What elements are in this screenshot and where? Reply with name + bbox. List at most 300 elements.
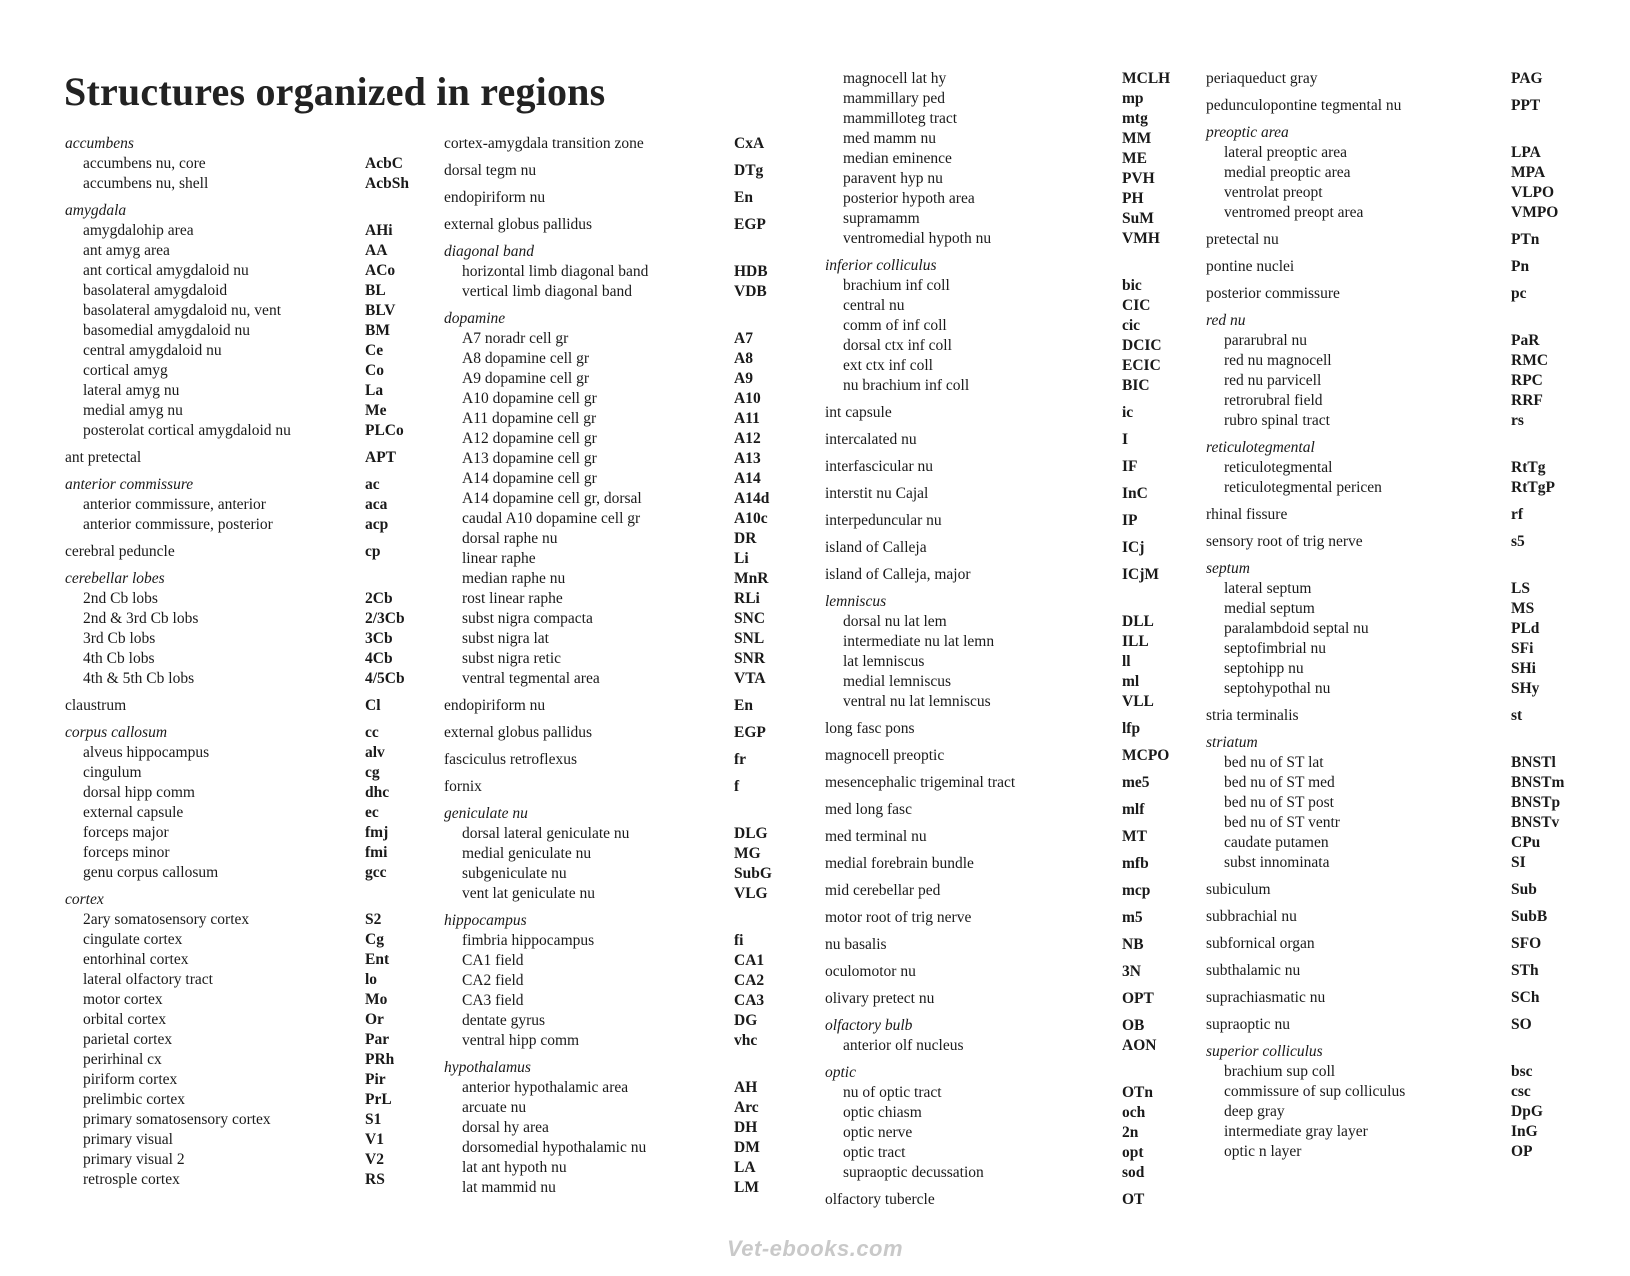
structure-name: bed nu of ST lat <box>1224 754 1324 771</box>
region-group <box>825 69 1180 249</box>
region-heading-label: olfactory bulb <box>825 1017 913 1034</box>
structure-entry <box>65 154 415 174</box>
region-item <box>444 188 784 208</box>
region-item <box>1206 532 1569 552</box>
region-entry <box>1206 706 1569 726</box>
structure-abbreviation: InG <box>1511 1123 1538 1140</box>
structure-abbreviation: PaR <box>1511 332 1540 349</box>
structure-entry <box>65 743 415 763</box>
structure-name: bed nu of ST med <box>1224 774 1335 791</box>
structure-abbreviation: rf <box>1511 506 1524 523</box>
structure-entry <box>65 970 415 990</box>
structure-entry <box>65 301 415 321</box>
region-heading: diagonal band <box>444 243 534 260</box>
structure-entry <box>825 612 1180 632</box>
structure-entry <box>444 609 784 629</box>
region-item <box>1206 284 1569 304</box>
structure-name: septofimbrial nu <box>1224 640 1327 657</box>
structure-abbreviation: RLi <box>734 590 760 607</box>
region-item <box>444 750 784 770</box>
structure-name: dorsal raphe nu <box>462 530 558 547</box>
structure-name: ventral tegmental area <box>462 670 600 687</box>
structure-entry <box>444 629 784 649</box>
structure-abbreviation: STh <box>1511 962 1539 979</box>
structure-entry <box>444 971 784 991</box>
structure-abbreviation: vhc <box>734 1032 758 1049</box>
structure-entry <box>65 649 415 669</box>
watermark-logo: Vet-ebooks.com <box>726 1236 904 1261</box>
structure-name: septohipp nu <box>1224 660 1304 677</box>
structure-entry <box>825 276 1180 296</box>
structure-entry <box>444 1098 784 1118</box>
structure-abbreviation: MS <box>1511 600 1535 617</box>
region-item <box>1206 961 1569 981</box>
region-group <box>65 569 415 689</box>
structure-name: retrorubral field <box>1224 392 1323 409</box>
structure-abbreviation: fmj <box>365 824 389 841</box>
structure-abbreviation: lo <box>365 971 378 988</box>
region-heading-abbreviation: cc <box>365 724 379 741</box>
structure-name: pedunculopontine tegmental nu <box>1206 97 1402 114</box>
structure-abbreviation: A14d <box>734 490 770 507</box>
structure-abbreviation: Cg <box>365 931 384 948</box>
region-group <box>825 1016 1180 1056</box>
region-item <box>825 430 1180 450</box>
structure-entry <box>444 669 784 689</box>
region-entry <box>825 800 1180 820</box>
structure-entry <box>444 282 784 302</box>
structure-entry <box>1206 579 1569 599</box>
structure-entry <box>444 349 784 369</box>
structure-abbreviation: DH <box>734 1119 758 1136</box>
region-item <box>1206 69 1569 89</box>
structure-name: cingulum <box>83 764 142 781</box>
structure-abbreviation: Arc <box>734 1099 759 1116</box>
structure-abbreviation: S2 <box>365 911 382 928</box>
region-item <box>444 161 784 181</box>
structure-abbreviation: mp <box>1122 90 1144 107</box>
structure-abbreviation: DCIC <box>1122 337 1162 354</box>
structure-abbreviation: sod <box>1122 1164 1145 1181</box>
structure-name: subst nigra lat <box>462 630 549 647</box>
structure-name: subbrachial nu <box>1206 908 1297 925</box>
region-item <box>1206 988 1569 1008</box>
region-entry <box>825 511 1180 531</box>
structure-name: dorsomedial hypothalamic nu <box>462 1139 647 1156</box>
structure-abbreviation: csc <box>1511 1083 1531 1100</box>
region-item <box>825 511 1180 531</box>
structure-name: ant pretectal <box>65 449 142 466</box>
structure-entry <box>65 401 415 421</box>
structure-name: medial lemniscus <box>843 673 952 690</box>
structure-entry <box>1206 679 1569 699</box>
structure-abbreviation: BL <box>365 282 386 299</box>
structure-entry <box>65 1070 415 1090</box>
region-group <box>1206 311 1569 431</box>
structure-name: 4th Cb lobs <box>83 650 155 667</box>
region-item <box>444 215 784 235</box>
structure-abbreviation: MT <box>1122 828 1147 845</box>
structure-name: dorsal lateral geniculate nu <box>462 825 630 842</box>
structure-entry <box>444 509 784 529</box>
structure-abbreviation: A7 <box>734 330 753 347</box>
structure-entry <box>825 89 1180 109</box>
structure-entry <box>444 931 784 951</box>
structure-abbreviation: DG <box>734 1012 758 1029</box>
region-entry <box>444 696 784 716</box>
structure-abbreviation: mfb <box>1122 855 1149 872</box>
region-heading: striatum <box>1206 734 1258 751</box>
region-entry <box>444 750 784 770</box>
region-item <box>65 542 415 562</box>
structure-name: endopiriform nu <box>444 189 546 206</box>
region-group <box>825 592 1180 712</box>
structure-abbreviation: PLCo <box>365 422 404 439</box>
structure-abbreviation: AcbSh <box>365 175 409 192</box>
region-item <box>825 881 1180 901</box>
structure-abbreviation: A8 <box>734 350 753 367</box>
structure-name: subiculum <box>1206 881 1271 898</box>
structure-name: intercalated nu <box>825 431 917 448</box>
structure-name: cortex-amygdala transition zone <box>444 135 644 152</box>
structure-abbreviation: SNL <box>734 630 765 647</box>
structure-name: caudate putamen <box>1224 834 1329 851</box>
structure-name: A12 dopamine cell gr <box>462 430 597 447</box>
region-item <box>1206 505 1569 525</box>
region-item <box>825 1190 1180 1210</box>
structure-abbreviation: MCPO <box>1122 747 1170 764</box>
structure-name: periaqueduct gray <box>1206 70 1318 87</box>
structure-entry <box>65 1010 415 1030</box>
structure-abbreviation: gcc <box>365 864 387 881</box>
structure-abbreviation: ICj <box>1122 539 1145 556</box>
structure-entry <box>65 341 415 361</box>
structure-entry <box>65 1150 415 1170</box>
structure-name: lateral amyg nu <box>83 382 180 399</box>
region-group <box>1206 559 1569 699</box>
structure-abbreviation: fi <box>734 932 744 949</box>
structure-name: red nu magnocell <box>1224 352 1332 369</box>
region-item <box>1206 257 1569 277</box>
structure-abbreviation: fr <box>734 751 747 768</box>
structure-name: primary visual 2 <box>83 1151 185 1168</box>
region-group <box>65 201 415 441</box>
structure-abbreviation: ECIC <box>1122 357 1161 374</box>
region-heading: optic <box>825 1064 856 1081</box>
structure-name: lateral septum <box>1224 580 1312 597</box>
region-group <box>65 723 415 883</box>
region-heading: dopamine <box>444 310 506 327</box>
structure-entry <box>1206 163 1569 183</box>
structure-name: olivary pretect nu <box>825 990 935 1007</box>
region-item <box>1206 96 1569 116</box>
structure-abbreviation: BNSTl <box>1511 754 1556 771</box>
region-group <box>825 256 1180 396</box>
region-entry <box>825 565 1180 585</box>
region-entry <box>1206 69 1569 89</box>
region-heading: hypothalamus <box>444 1059 531 1076</box>
structure-name: posterior hypoth area <box>843 190 975 207</box>
structure-abbreviation: pc <box>1511 285 1527 302</box>
structure-name: caudal A10 dopamine cell gr <box>462 510 641 527</box>
structure-abbreviation: BLV <box>365 302 396 319</box>
structure-entry <box>825 356 1180 376</box>
structure-name: red nu parvicell <box>1224 372 1322 389</box>
structure-name: medial septum <box>1224 600 1315 617</box>
region-entry <box>1206 880 1569 900</box>
structure-name: optic nerve <box>843 1124 913 1141</box>
structure-abbreviation: SubB <box>1511 908 1548 925</box>
structure-name: forceps major <box>83 824 169 841</box>
structure-name: deep gray <box>1224 1103 1285 1120</box>
structure-entry <box>1206 458 1569 478</box>
structure-name: supramamm <box>843 210 920 227</box>
structure-abbreviation: PPT <box>1511 97 1541 114</box>
structure-abbreviation: AON <box>1122 1037 1157 1054</box>
structure-abbreviation: DR <box>734 530 757 547</box>
region-entry <box>1206 230 1569 250</box>
structure-name: interpeduncular nu <box>825 512 942 529</box>
structure-name: alveus hippocampus <box>83 744 210 761</box>
structure-entry <box>1206 853 1569 873</box>
structure-abbreviation: A13 <box>734 450 761 467</box>
structure-name: subfornical organ <box>1206 935 1315 952</box>
structure-name: primary somatosensory cortex <box>83 1111 271 1128</box>
structure-name: linear raphe <box>462 550 536 567</box>
structure-abbreviation: bic <box>1122 277 1142 294</box>
region-item <box>825 800 1180 820</box>
structure-name: posterolat cortical amygdaloid nu <box>83 422 291 439</box>
structure-entry <box>65 1030 415 1050</box>
region-item <box>444 134 784 154</box>
structure-entry <box>825 1123 1180 1143</box>
structure-name: nu brachium inf coll <box>843 377 970 394</box>
structure-name: bed nu of ST ventr <box>1224 814 1340 831</box>
structure-entry <box>825 632 1180 652</box>
structure-entry <box>444 1118 784 1138</box>
region-heading: preoptic area <box>1206 124 1289 141</box>
region-item <box>444 723 784 743</box>
structure-abbreviation: APT <box>365 449 396 466</box>
region-item <box>825 908 1180 928</box>
region-item <box>825 746 1180 766</box>
structure-entry <box>65 515 415 535</box>
region-item <box>825 989 1180 1009</box>
region-entry <box>65 696 415 716</box>
structure-entry <box>444 1078 784 1098</box>
region-entry <box>825 430 1180 450</box>
structure-name: ventral hipp comm <box>462 1032 580 1049</box>
structure-abbreviation: acp <box>365 516 389 533</box>
region-heading-abbreviation: OB <box>1122 1017 1145 1034</box>
structure-name: anterior commissure, anterior <box>83 496 266 513</box>
structure-abbreviation: och <box>1122 1104 1146 1121</box>
structure-entry <box>444 262 784 282</box>
structure-abbreviation: LA <box>734 1159 756 1176</box>
structure-name: lat mammid nu <box>462 1179 556 1196</box>
structure-name: orbital cortex <box>83 1011 167 1028</box>
structure-abbreviation: RPC <box>1511 372 1543 389</box>
structure-entry <box>444 409 784 429</box>
structure-name: vent lat geniculate nu <box>462 885 595 902</box>
structure-name: prelimbic cortex <box>83 1091 185 1108</box>
structure-name: optic tract <box>843 1144 906 1161</box>
structure-name: dorsal ctx inf coll <box>843 337 952 354</box>
structure-name: rhinal fissure <box>1206 506 1288 523</box>
region-entry <box>444 134 784 154</box>
column-4 <box>1206 69 1569 1169</box>
structure-abbreviation: VTA <box>734 670 766 687</box>
structure-abbreviation: A14 <box>734 470 761 487</box>
structure-name: entorhinal cortex <box>83 951 189 968</box>
structure-name: 4th & 5th Cb lobs <box>83 670 195 687</box>
structure-abbreviation: ic <box>1122 404 1134 421</box>
structure-entry <box>1206 639 1569 659</box>
structure-entry <box>825 376 1180 396</box>
structure-entry <box>444 991 784 1011</box>
structure-entry <box>1206 1082 1569 1102</box>
structure-name: CA3 field <box>462 992 524 1009</box>
structure-abbreviation: VDB <box>734 283 767 300</box>
structure-abbreviation: VLPO <box>1511 184 1555 201</box>
structure-abbreviation: DTg <box>734 162 764 179</box>
region-group <box>1206 438 1569 498</box>
structure-name: external globus pallidus <box>444 216 593 233</box>
region-item <box>825 457 1180 477</box>
structure-name: basolateral amygdaloid <box>83 282 228 299</box>
region-entry <box>444 777 784 797</box>
structure-abbreviation: DLG <box>734 825 768 842</box>
structure-abbreviation: En <box>734 189 753 206</box>
structure-abbreviation: VMPO <box>1511 204 1559 221</box>
region-entry <box>825 1190 1180 1210</box>
structure-name: olfactory tubercle <box>825 1191 935 1208</box>
structure-abbreviation: LS <box>1511 580 1530 597</box>
region-item <box>1206 934 1569 954</box>
structure-abbreviation: cic <box>1122 317 1141 334</box>
structure-name: vertical limb diagonal band <box>462 283 633 300</box>
structure-abbreviation: MCLH <box>1122 70 1171 87</box>
structure-abbreviation: dhc <box>365 784 390 801</box>
region-group <box>1206 733 1569 873</box>
region-entry <box>825 935 1180 955</box>
structure-abbreviation: La <box>365 382 384 399</box>
structure-entry <box>825 149 1180 169</box>
structure-name: horizontal limb diagonal band <box>462 263 649 280</box>
region-entry <box>65 542 415 562</box>
region-heading: red nu <box>1206 312 1246 329</box>
structure-abbreviation: Co <box>365 362 384 379</box>
structure-entry <box>1206 331 1569 351</box>
structure-abbreviation: 2n <box>1122 1124 1139 1141</box>
region-entry <box>1206 284 1569 304</box>
region-entry <box>825 746 1180 766</box>
structure-name: posterior commissure <box>1206 285 1340 302</box>
structure-name: mammilloteg tract <box>843 110 958 127</box>
region-group <box>444 804 784 904</box>
structure-entry <box>65 609 415 629</box>
structure-abbreviation: LPA <box>1511 144 1541 161</box>
page-title: Structures organized in regions <box>64 69 606 114</box>
region-item <box>444 777 784 797</box>
structure-name: medial preoptic area <box>1224 164 1351 181</box>
structure-entry <box>1206 1142 1569 1162</box>
structure-entry <box>65 629 415 649</box>
structure-name: endopiriform nu <box>444 697 546 714</box>
structure-name: oculomotor nu <box>825 963 916 980</box>
structure-entry <box>1206 599 1569 619</box>
structure-entry <box>65 421 415 441</box>
structure-abbreviation: AcbC <box>365 155 403 172</box>
structure-entry <box>65 863 415 883</box>
structure-abbreviation: fmi <box>365 844 388 861</box>
region-heading-label: anterior commissure <box>65 476 194 493</box>
structure-abbreviation: A10c <box>734 510 768 527</box>
structure-abbreviation: SFi <box>1511 640 1534 657</box>
region-entry <box>1206 532 1569 552</box>
region-item <box>825 854 1180 874</box>
structure-name: paravent hyp nu <box>843 170 943 187</box>
structure-name: fimbria hippocampus <box>462 932 595 949</box>
structure-name: medial forebrain bundle <box>825 855 974 872</box>
structure-abbreviation: Li <box>734 550 749 567</box>
structure-entry <box>825 652 1180 672</box>
structure-entry <box>444 529 784 549</box>
structure-abbreviation: IP <box>1122 512 1138 529</box>
structure-entry <box>65 174 415 194</box>
structure-abbreviation: PLd <box>1511 620 1540 637</box>
structure-name: bed nu of ST post <box>1224 794 1334 811</box>
region-entry <box>1206 961 1569 981</box>
structure-abbreviation: 4Cb <box>365 650 393 667</box>
structure-abbreviation: ml <box>1122 673 1140 690</box>
structure-abbreviation: V1 <box>365 1131 384 1148</box>
structure-abbreviation: PRh <box>365 1051 395 1068</box>
structure-name: intermediate gray layer <box>1224 1123 1368 1140</box>
structure-name: subgeniculate nu <box>462 865 567 882</box>
structure-name: cerebral peduncle <box>65 543 175 560</box>
region-entry <box>825 773 1180 793</box>
structure-abbreviation: DM <box>734 1139 760 1156</box>
structure-abbreviation: AA <box>365 242 388 259</box>
structure-name: magnocell lat hy <box>843 70 947 87</box>
region-item <box>825 827 1180 847</box>
structure-abbreviation: A9 <box>734 370 753 387</box>
structure-name: A14 dopamine cell gr, dorsal <box>462 490 642 507</box>
structure-entry <box>825 129 1180 149</box>
structure-abbreviation: alv <box>365 744 385 761</box>
structure-abbreviation: me5 <box>1122 774 1150 791</box>
structure-abbreviation: CA2 <box>734 972 765 989</box>
structure-abbreviation: cp <box>365 543 381 560</box>
column-2 <box>444 134 784 1205</box>
structure-entry <box>444 1138 784 1158</box>
structure-entry <box>444 489 784 509</box>
structure-entry <box>65 930 415 950</box>
structure-entry <box>65 241 415 261</box>
structure-name: rost linear raphe <box>462 590 563 607</box>
structure-abbreviation: InC <box>1122 485 1148 502</box>
structure-abbreviation: Or <box>365 1011 384 1028</box>
structure-abbreviation: BIC <box>1122 377 1150 394</box>
structure-name: dorsal hy area <box>462 1119 549 1136</box>
structure-abbreviation: ICjM <box>1122 566 1160 583</box>
structure-name: 2nd Cb lobs <box>83 590 158 607</box>
structure-entry <box>825 189 1180 209</box>
region-group <box>444 242 784 302</box>
structure-name: brachium sup coll <box>1224 1063 1336 1080</box>
structure-name: brachium inf coll <box>843 277 950 294</box>
